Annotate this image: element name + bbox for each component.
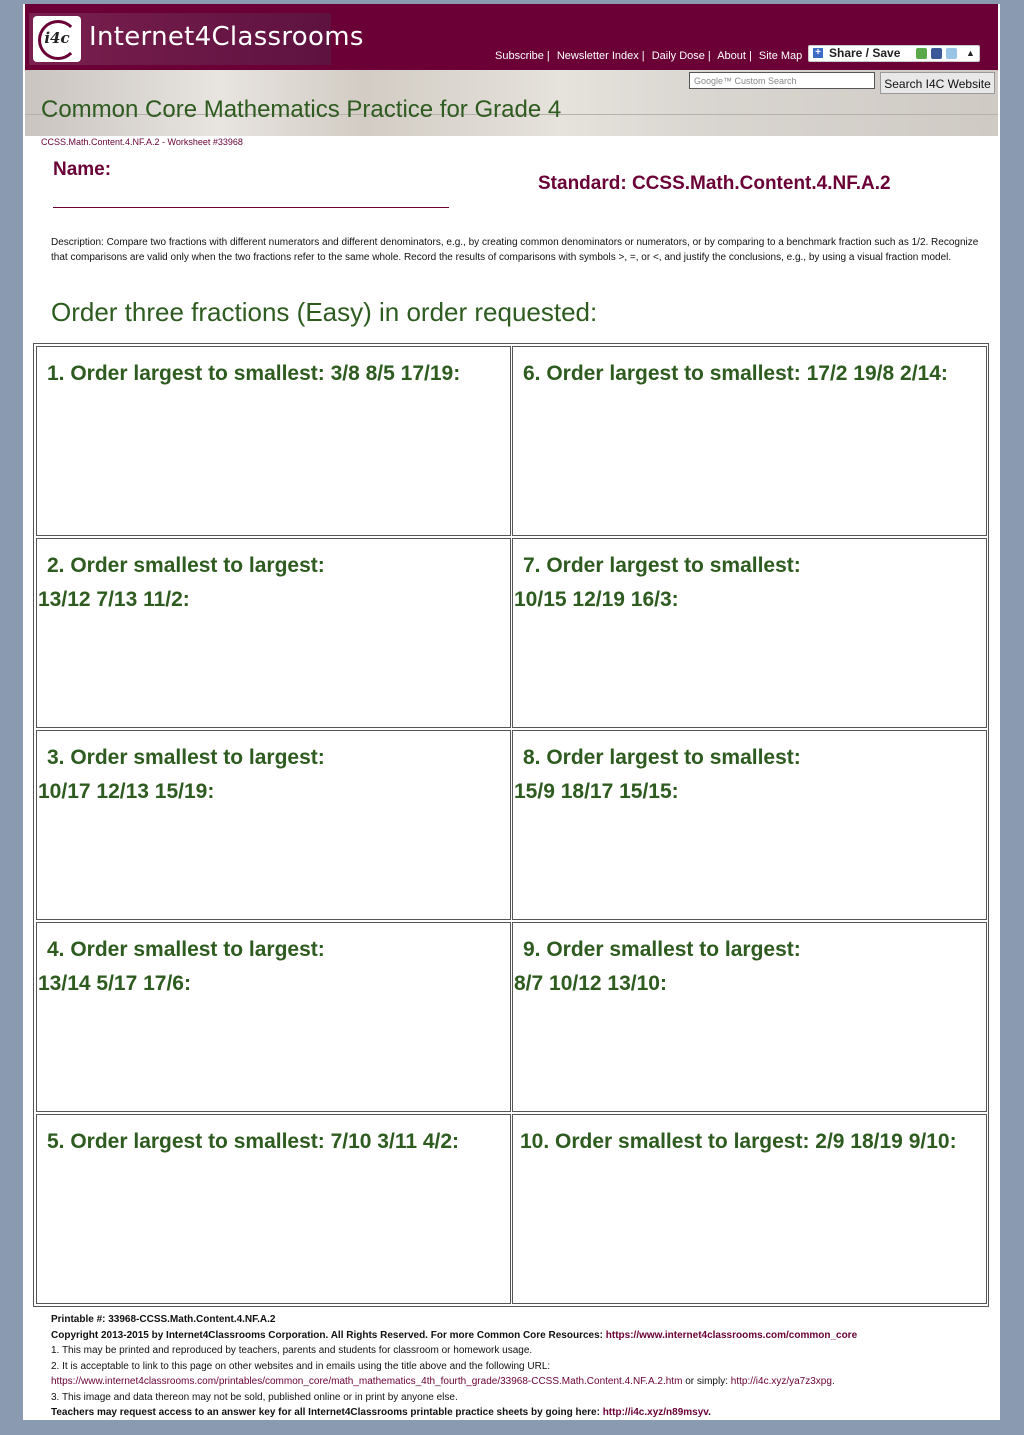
site-logo[interactable]: [29, 13, 364, 65]
search-button[interactable]: Search I4C Website: [880, 72, 995, 94]
breadcrumb: CCSS.Math.Content.4.NF.A.2 - Worksheet #33968: [41, 137, 243, 147]
note-3: 3. This image and data thereon may not be sold, published online or in print by anyone else.: [51, 1391, 458, 1403]
question-cell-5: [36, 1114, 511, 1304]
logo-badge: [33, 16, 81, 62]
footer: [51, 1312, 981, 1421]
site-header: [25, 4, 998, 70]
logo-text: Internet4Classrooms: [89, 22, 364, 52]
share-plus-icon: +: [813, 48, 823, 58]
question-text: 7. Order largest to smallest:: [523, 554, 801, 577]
question-cell-9: [512, 922, 987, 1112]
answer-key-note: Teachers may request access to an answer key for all Internet4Classrooms printable practice sheets by going here: http://i4c.xyz/n89msyv.: [51, 1407, 711, 1418]
question-text: 4. Order smallest to largest:: [47, 938, 325, 961]
question-cell-4: [36, 922, 511, 1112]
share-label: Share / Save: [829, 46, 901, 60]
worksheet-page: [23, 4, 1000, 1420]
top-nav: Subscribe | Newsletter Index | Daily Dose | About | Site Map: [495, 50, 803, 62]
page-title: Common Core Mathematics Practice for Grade 4: [41, 96, 562, 123]
question-fractions: 15/9 18/17 15/15:: [514, 780, 679, 803]
question-cell-7: [512, 538, 987, 728]
share-save-button[interactable]: [808, 45, 980, 62]
short-url-link[interactable]: http://i4c.xyz/ya7z3xpg: [730, 1376, 832, 1387]
standard-label: Standard: CCSS.Math.Content.4.NF.A.2: [538, 173, 891, 194]
common-core-link[interactable]: https://www.internet4classrooms.com/common_core: [605, 1329, 858, 1341]
worksheet-url-link[interactable]: https://www.internet4classrooms.com/printables/common_core/math_mathematics_4th_fourth_grade/33968-CCSS.Math.Content.4.NF.A.2.htm: [51, 1376, 683, 1387]
question-cell-10: [512, 1114, 987, 1304]
page-banner: [25, 70, 998, 136]
share-twitter-icon: [946, 48, 957, 59]
nav-subscribe[interactable]: Subscribe: [495, 50, 544, 62]
question-text: 8. Order largest to smallest:: [523, 746, 801, 769]
question-text: 6. Order largest to smallest: 17/2 19/8 2/14:: [523, 362, 948, 385]
share-facebook-icon: [931, 48, 942, 59]
question-text: 5. Order largest to smallest: 7/10 3/11 4/2:: [47, 1130, 460, 1153]
note-1: 1. This may be printed and reproduced by teachers, parents and students for classroom or homework usage.: [51, 1345, 533, 1356]
question-fractions: 10/15 12/19 16/3:: [514, 588, 679, 611]
question-fractions: 8/7 10/12 13/10:: [514, 972, 667, 995]
question-fractions: 13/12 7/13 11/2:: [38, 588, 190, 611]
share-dropdown-icon: ▲: [966, 48, 975, 58]
question-text: 3. Order smallest to largest:: [47, 746, 325, 769]
answer-key-link[interactable]: http://i4c.xyz/n89msyv: [602, 1407, 709, 1418]
name-label: Name:: [53, 159, 112, 180]
name-line: [53, 207, 449, 208]
question-cell-1: [36, 346, 511, 536]
question-grid: [33, 343, 989, 1307]
question-text: 10. Order smallest to largest: 2/9 18/19 9/10:: [520, 1130, 957, 1153]
question-fractions: 10/17 12/13 15/19:: [38, 780, 215, 803]
printable-number: Printable #: 33968-CCSS.Math.Content.4.NF.A.2: [51, 1314, 276, 1325]
question-text: 2. Order smallest to largest:: [47, 554, 325, 577]
copyright: Copyright 2013-2015 by Internet4Classrooms Corporation. All Rights Reserved. For more Common Core Resources: https://www.internet4classrooms.com/common_core: [51, 1329, 858, 1341]
nav-newsletter-index[interactable]: Newsletter Index: [556, 50, 639, 62]
section-title: Order three fractions (Easy) in order requested:: [51, 297, 598, 327]
question-fractions: 13/14 5/17 17/6:: [38, 972, 191, 995]
url-line: https://www.internet4classrooms.com/printables/common_core/math_mathematics_4th_fourth_grade/33968-CCSS.Math.Content.4.NF.A.2.htm or simply: http://i4c.xyz/ya7z3xpg.: [51, 1376, 835, 1387]
question-text: 1. Order largest to smallest: 3/8 8/5 17/19:: [47, 362, 461, 385]
note-2: 2. It is acceptable to link to this page on other websites and in emails using the title above and the following URL:: [51, 1360, 551, 1372]
nav-about[interactable]: About: [717, 50, 746, 62]
question-cell-6: [512, 346, 987, 536]
logo-badge-text: i4c: [44, 29, 70, 47]
question-text: 9. Order smallest to largest:: [523, 938, 801, 961]
question-cell-3: [36, 730, 511, 920]
description: Description: Compare two fractions with different numerators and different denominators, e.g., by creating common denominators or numerators, or by comparing to a benchmark fraction such as 1/2. Recognize that comparisons are valid only when the two fractions refer to the same whole. Record the results of comparisons with symbols >, =, or <, and justify the conclusions, e.g., by using a visual fraction model.: [51, 237, 979, 263]
question-cell-2: [36, 538, 511, 728]
search-input[interactable]: Google™ Custom Search: [689, 72, 875, 89]
nav-site-map[interactable]: Site Map: [758, 50, 803, 62]
question-cell-8: [512, 730, 987, 920]
nav-daily-dose[interactable]: Daily Dose: [651, 50, 705, 62]
share-email-icon: [916, 48, 927, 59]
